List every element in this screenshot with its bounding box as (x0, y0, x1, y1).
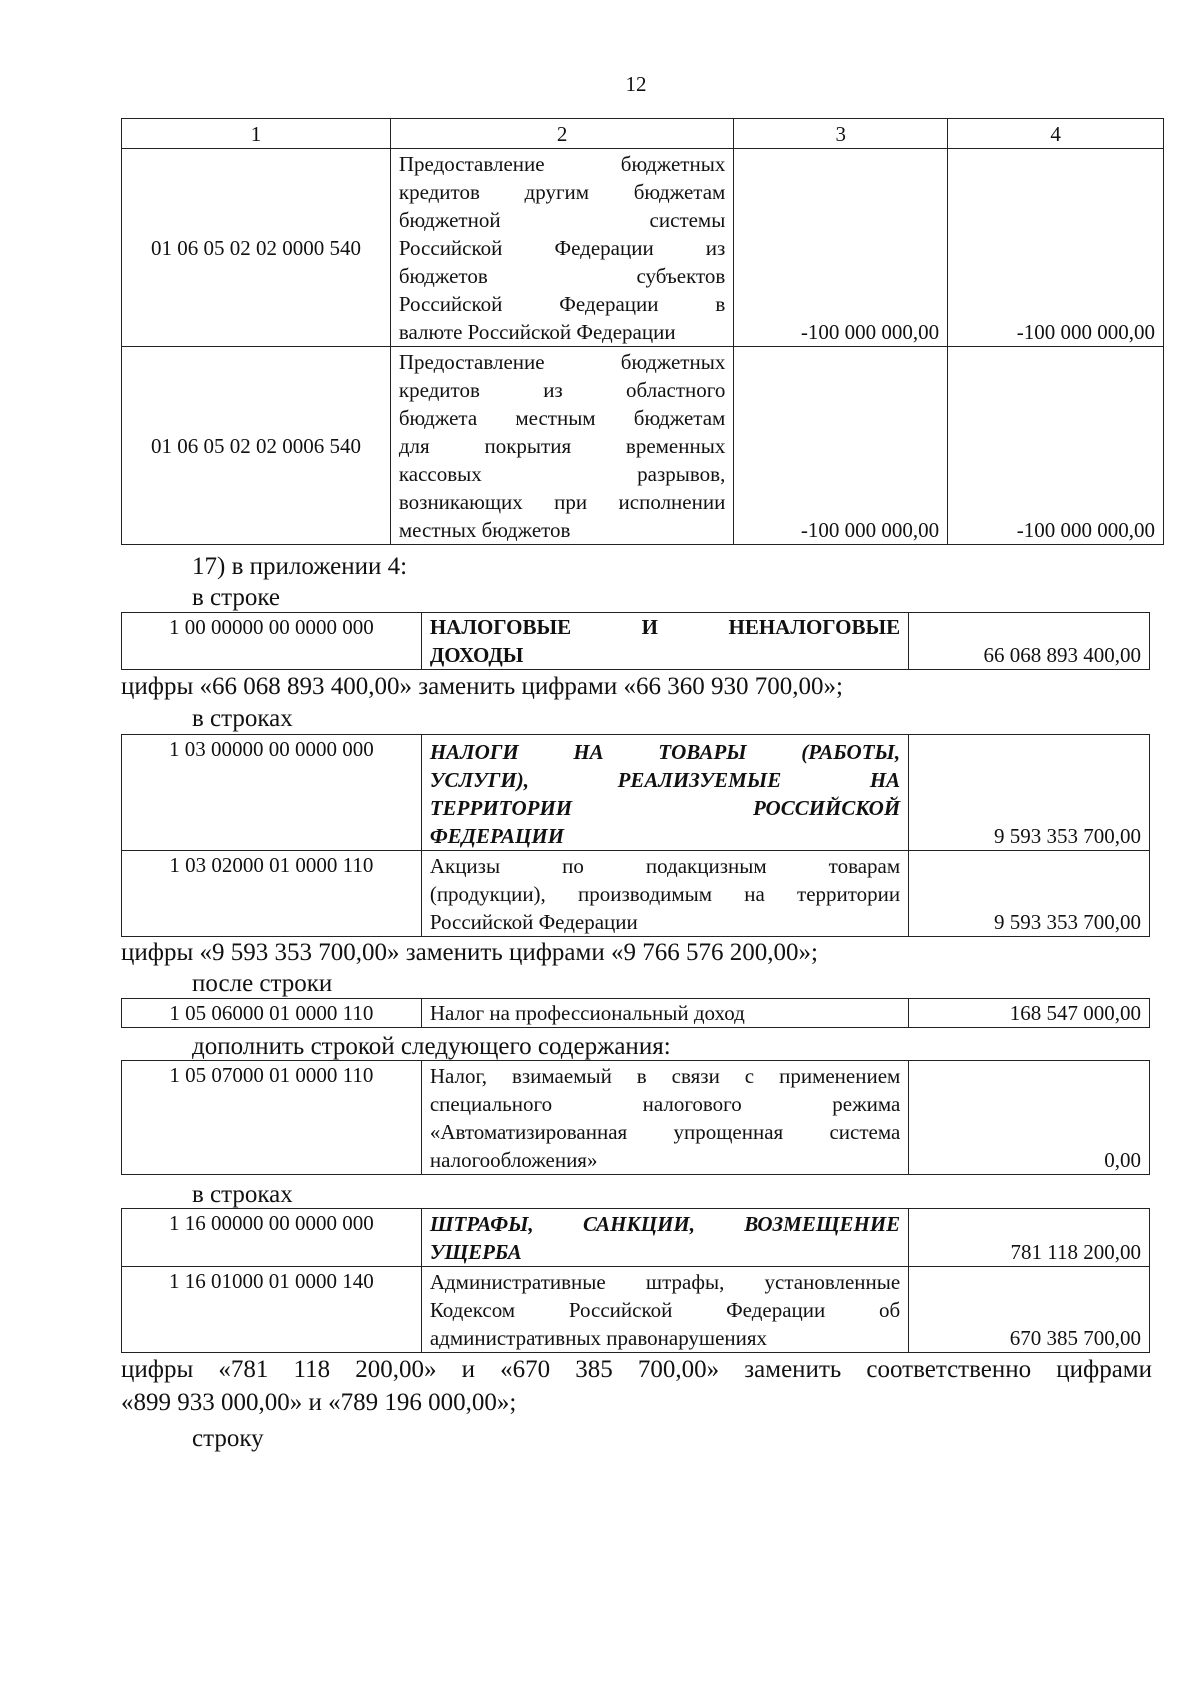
name-line: налогообложения» (429, 1148, 598, 1172)
budget-code: 1 16 00000 00 0000 000 (122, 1209, 422, 1267)
amount-year-1: -100 000 000,00 (734, 347, 948, 545)
row-name (421, 1267, 908, 1353)
budget-code: 01 06 05 02 02 0006 540 (122, 347, 391, 545)
name-line: местных бюджетов (398, 518, 571, 542)
name-line: валюте Российской Федерации (398, 320, 676, 344)
table-row (122, 613, 1150, 670)
amount: 9 593 353 700,00 (909, 735, 1150, 851)
name-line: Российской Федерации в (398, 292, 726, 316)
name-line: ДОХОДЫ (429, 643, 524, 667)
row-name (390, 347, 733, 545)
income-table (121, 612, 1150, 670)
name-line: Предоставление бюджетных (398, 152, 726, 176)
amount: 9 593 353 700,00 (909, 851, 1150, 937)
instruction-text: после строки (192, 970, 333, 997)
name-line: Российской Федерации (429, 910, 638, 934)
name-line: (продукции), производимым на территории (429, 882, 901, 906)
budget-code: 01 06 05 02 02 0000 540 (122, 149, 391, 347)
item-17-heading: 17) в приложении 4: (192, 553, 408, 580)
name-line: специального налогового режима (429, 1092, 901, 1116)
replacement-text: цифры «66 068 893 400,00» заменить цифрами «66 360 930 700,00»; (121, 673, 843, 700)
name-line: ТЕРРИТОРИИ РОССИЙСКОЙ (429, 796, 901, 820)
row-name (390, 149, 733, 347)
row-name (421, 1061, 908, 1175)
instruction-text: в строке (192, 584, 281, 611)
table-row (122, 851, 1150, 937)
name-line: кредитов из областного (398, 378, 726, 402)
table-row (122, 347, 1164, 545)
replacement-text: цифры «9 593 353 700,00» заменить цифрами «9 766 576 200,00»; (121, 939, 818, 966)
amount-year-2: -100 000 000,00 (948, 149, 1164, 347)
row-name (421, 851, 908, 937)
budget-code: 1 03 00000 00 0000 000 (122, 735, 422, 851)
table-row (122, 1209, 1150, 1267)
income-table (121, 1060, 1150, 1175)
name-line: бюджетов субъектов (398, 264, 726, 288)
instruction-text: дополнить строкой следующего содержания: (192, 1033, 671, 1060)
column-header: 2 (390, 119, 733, 149)
row-name: Налог на профессиональный доход (421, 999, 908, 1028)
column-header: 1 (122, 119, 391, 149)
budget-code: 1 05 06000 01 0000 110 (122, 999, 422, 1028)
name-line: НАЛОГОВЫЕ И НЕНАЛОГОВЫЕ (429, 615, 901, 639)
amount: 781 118 200,00 (909, 1209, 1150, 1267)
paragraph-line: цифры «781 118 200,00» и «670 385 700,00» заменить соответственно цифрами (121, 1356, 1152, 1383)
budget-code: 1 03 02000 01 0000 110 (122, 851, 422, 937)
budget-code: 1 05 07000 01 0000 110 (122, 1061, 422, 1175)
instruction-text: в строках (192, 705, 293, 732)
row-name (421, 735, 908, 851)
amount-year-1: -100 000 000,00 (734, 149, 948, 347)
replacement-paragraph (121, 1353, 1152, 1419)
amount: 168 547 000,00 (909, 999, 1150, 1028)
name-line: Кодексом Российской Федерации об (429, 1298, 901, 1322)
amount: 0,00 (909, 1061, 1150, 1175)
amount: 670 385 700,00 (909, 1267, 1150, 1353)
name-line: УЩЕРБА (429, 1240, 522, 1264)
income-table (121, 998, 1150, 1028)
name-line: Акцизы по подакцизным товарам (429, 854, 901, 878)
name-line: ФЕДЕРАЦИИ (429, 824, 565, 848)
name-line: бюджетной системы (398, 208, 726, 232)
table-row (122, 999, 1150, 1028)
amount: 66 068 893 400,00 (909, 613, 1150, 670)
table-row (122, 1061, 1150, 1175)
table-row (122, 149, 1164, 347)
sources-table (121, 118, 1164, 545)
name-line: Административные штрафы, установленные (429, 1270, 901, 1294)
name-line: ШТРАФЫ, САНКЦИИ, ВОЗМЕЩЕНИЕ (429, 1212, 901, 1236)
column-header: 4 (948, 119, 1164, 149)
name-line: кредитов другим бюджетам (398, 180, 726, 204)
name-line: Российской Федерации из (398, 236, 726, 260)
name-line: бюджета местным бюджетам (398, 406, 726, 430)
table-row (122, 735, 1150, 851)
name-line: для покрытия временных (398, 434, 726, 458)
instruction-text: строку (192, 1425, 264, 1452)
paragraph-line: «899 933 000,00» и «789 196 000,00»; (121, 1389, 517, 1416)
name-line: УСЛУГИ), РЕАЛИЗУЕМЫЕ НА (429, 768, 901, 792)
budget-code: 1 00 00000 00 0000 000 (122, 613, 422, 670)
name-line: возникающих при исполнении (398, 490, 726, 514)
income-table (121, 1208, 1150, 1353)
amount-year-2: -100 000 000,00 (948, 347, 1164, 545)
row-name (421, 1209, 908, 1267)
name-line: кассовых разрывов, (398, 462, 726, 486)
name-line: Предоставление бюджетных (398, 350, 726, 374)
income-table (121, 734, 1150, 937)
column-header: 3 (734, 119, 948, 149)
table-header-row (122, 119, 1164, 149)
row-name (421, 613, 908, 670)
budget-code: 1 16 01000 01 0000 140 (122, 1267, 422, 1353)
page-number: 12 (625, 72, 647, 96)
name-line: административных правонарушениях (429, 1326, 768, 1350)
table-row (122, 1267, 1150, 1353)
name-line: НАЛОГИ НА ТОВАРЫ (РАБОТЫ, (429, 740, 901, 764)
name-line: Налог, взимаемый в связи с применением (429, 1064, 901, 1088)
name-line: «Автоматизированная упрощенная система (429, 1120, 901, 1144)
instruction-text: в строках (192, 1181, 293, 1208)
